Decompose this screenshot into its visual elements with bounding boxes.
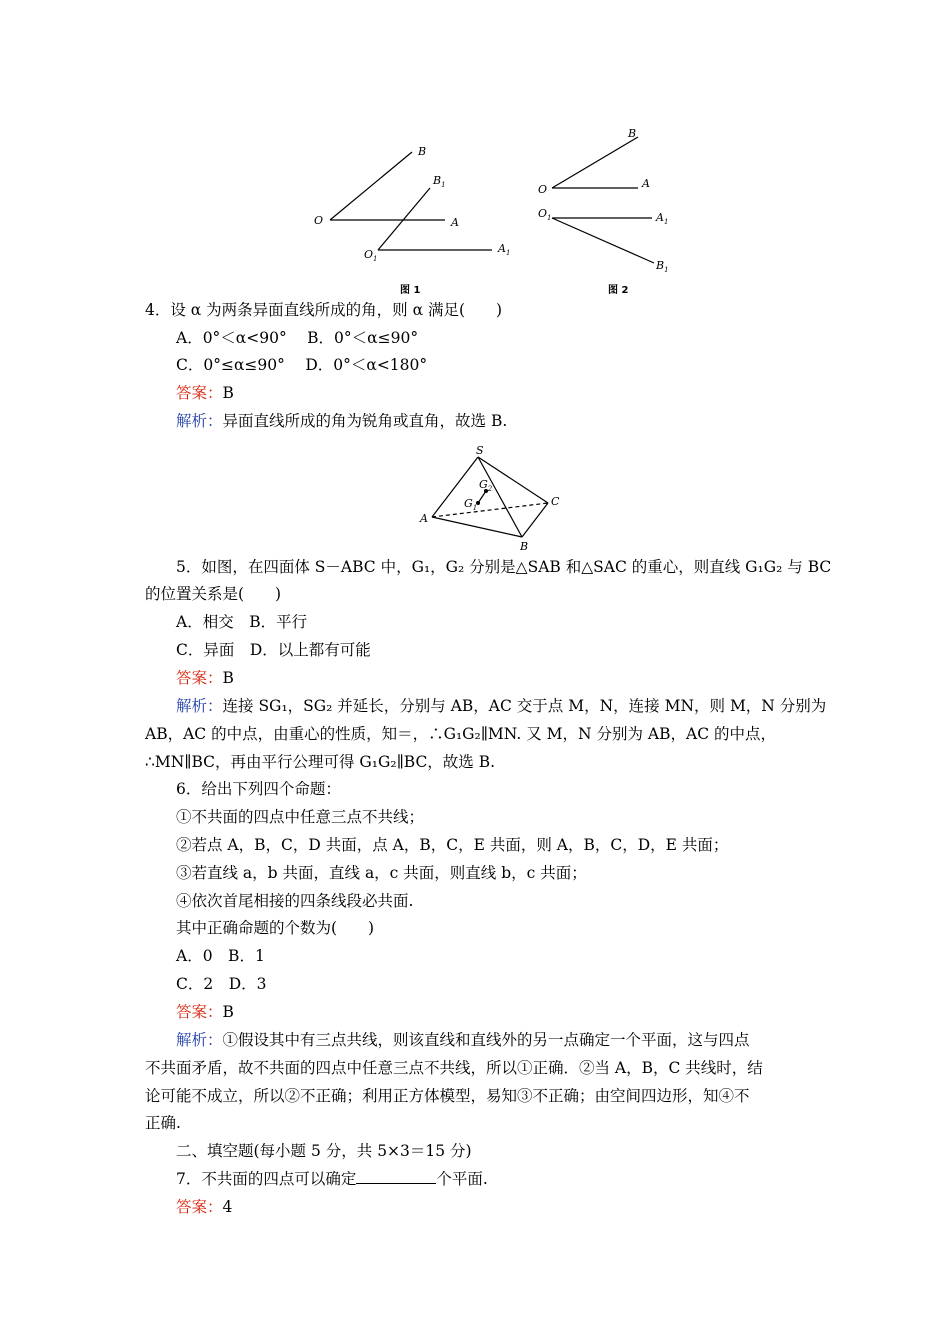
edge-BC (522, 503, 548, 537)
edge-AC (432, 503, 548, 517)
explanation-label: 解析： (176, 697, 223, 715)
figure-1 (300, 140, 520, 300)
q6-options-cd: C．2 D．3 (176, 975, 267, 993)
edge-AB (432, 517, 522, 537)
q7-stem-b: 个平面. (436, 1170, 488, 1188)
ray-OB (552, 137, 638, 188)
q6-proposition-3: ③若直线 a，b 共面，直线 a，c 共面，则直线 b，c 共面； (176, 864, 587, 882)
q6-proposition-2: ②若点 A，B，C，D 共面，点 A，B，C，E 共面，则 A，B，C，D，E 共面； (176, 836, 729, 854)
answer-value: B (222, 384, 234, 402)
figure-2-caption: 图 2 (608, 285, 629, 296)
q7-blank (356, 1169, 436, 1184)
q4-options-ab: A．0°＜α<90° B．0°＜α≤90° (176, 329, 419, 347)
ray-OB (330, 152, 412, 220)
section-2-heading: 二、填空题(每小题 5 分，共 5×3＝15 分) (176, 1142, 472, 1160)
answer-label: 答案： (176, 384, 223, 402)
label-A: A (451, 216, 459, 229)
q5-stem-2: 的位置关系是( ) (145, 585, 282, 603)
answer-label: 答案： (176, 669, 223, 687)
label-B1: $B_1$ (656, 259, 669, 274)
answer-value: B (222, 1003, 234, 1021)
q6-answer (176, 1002, 846, 1022)
label-A1: $A_1$ (498, 242, 511, 257)
answer-value: 4 (222, 1198, 233, 1216)
q5-explanation-1 (176, 696, 846, 716)
explanation-text: 连接 SG₁，SG₂ 并延长，分别与 AB，AC 交于点 M，N，连接 MN，则 M，N 分别为 (222, 697, 827, 715)
label-B: B (418, 145, 427, 158)
edge-SC (478, 457, 548, 503)
ray-O1B1 (378, 188, 430, 250)
q5-stem-1: 5．如图，在四面体 S－ABC 中，G₁，G₂ 分别是△SAB 和△SAC 的重心，则直线 G₁G₂ 与 BC (176, 558, 832, 576)
q5-options-ab: A．相交 B．平行 (176, 613, 308, 631)
label-A: A (642, 177, 650, 190)
q7-stem (176, 1169, 846, 1189)
figure-1-caption: 图 1 (400, 285, 421, 296)
label-O: O (314, 214, 324, 227)
q6-options-ab: A．0 B．1 (176, 947, 265, 965)
edge-SB (478, 457, 522, 537)
label-A1: $A_1$ (656, 211, 669, 226)
answer-label: 答案： (176, 1003, 223, 1021)
explanation-label: 解析： (176, 1031, 223, 1049)
q6-explanation-4: 正确. (145, 1114, 181, 1132)
label-A: A (420, 512, 428, 525)
figure-2 (530, 125, 690, 300)
label-B: B (628, 127, 637, 140)
tetrahedron-figure (412, 443, 572, 555)
label-O1: $O_1$ (364, 248, 378, 263)
q7-stem-a: 7．不共面的四点可以确定 (176, 1170, 357, 1188)
q5-options-cd: C．异面 D．以上都有可能 (176, 641, 371, 659)
label-S: S (476, 444, 484, 457)
label-B1: $B_1$ (433, 174, 446, 189)
q5-answer (176, 668, 846, 688)
ray-O1B1 (552, 218, 654, 263)
label-O: O (538, 183, 548, 196)
label-C: C (551, 495, 560, 508)
answer-label: 答案： (176, 1198, 223, 1216)
label-G1: $G_1$ (464, 497, 478, 512)
q6-question: 其中正确命题的个数为( ) (176, 919, 375, 937)
q6-explanation-1 (176, 1030, 846, 1050)
q6-proposition-4: ④依次首尾相接的四条线段必共面. (176, 892, 414, 910)
label-O1: $O_1$ (538, 207, 552, 222)
explanation-text: ①假设其中有三点共线，则该直线和直线外的另一点确定一个平面，这与四点 (222, 1031, 750, 1049)
q6-explanation-2: 不共面矛盾，故不共面的四点中任意三点不共线，所以①正确．②当 A，B，C 共线时，结 (145, 1059, 763, 1077)
explanation-text: 异面直线所成的角为锐角或直角，故选 B. (222, 412, 508, 430)
q7-answer (176, 1197, 846, 1217)
q6-stem: 6．给出下列四个命题： (176, 780, 341, 798)
q5-explanation-2: AB，AC 的中点，由重心的性质，知＝，∴G₁G₂∥MN. 又 M，N 分别为 AB，AC 的中点， (145, 725, 776, 743)
answer-value: B (222, 669, 234, 687)
explanation-label: 解析： (176, 412, 223, 430)
q6-proposition-1: ①不共面的四点中任意三点不共线； (176, 808, 425, 826)
q4-stem: 4．设 α 为两条异面直线所成的角，则 α 满足( ) (145, 301, 503, 319)
q4-explanation (176, 411, 846, 431)
q6-explanation-3: 论可能不成立，所以②不正确；利用正方体模型，易知③不正确；由空间四边形，知④不 (145, 1087, 750, 1105)
label-B: B (520, 540, 529, 553)
segment-G1G2 (478, 491, 486, 503)
label-G2: $G_2$ (479, 478, 493, 493)
q4-options-cd: C．0°≤α≤90° D．0°＜α<180° (176, 356, 428, 374)
q5-explanation-3: ∴MN∥BC，再由平行公理可得 G₁G₂∥BC，故选 B. (145, 753, 496, 771)
q4-answer (176, 383, 846, 403)
